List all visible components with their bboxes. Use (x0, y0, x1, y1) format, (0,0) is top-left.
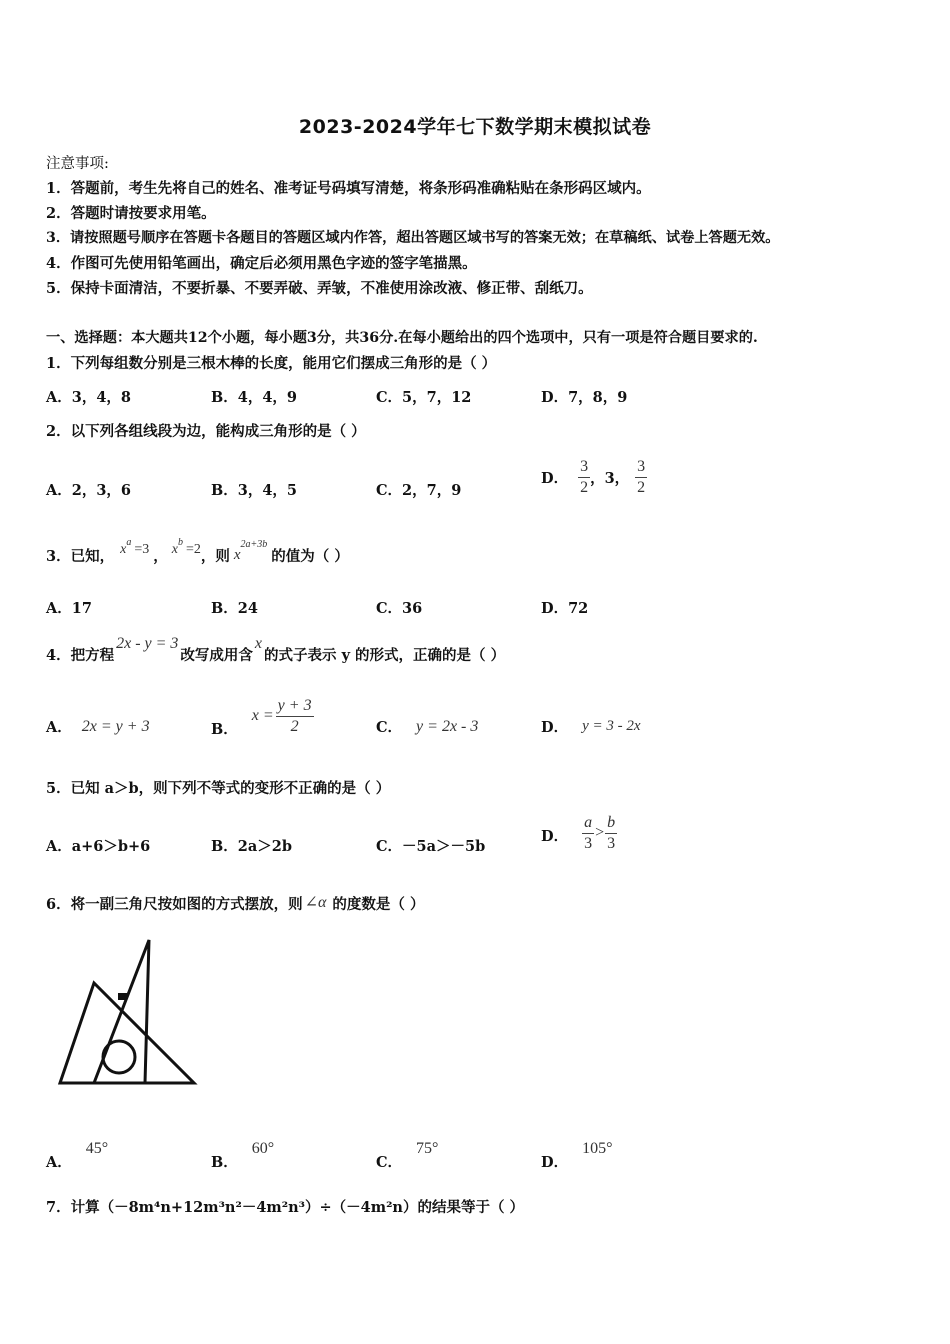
figure-mark (118, 993, 127, 1000)
q3-expr-3: $x^{2a+3b}$ (233, 538, 268, 563)
q3-expr-2: $x^b =2$ (171, 536, 201, 557)
q5-option-c[interactable]: C．－5a＞－5b (376, 838, 486, 855)
q1-stem: 1．下列每组数分别是三根木棒的长度，能用它们摆成三角形的是（ ） (46, 355, 497, 372)
q3-option-a[interactable]: A．17 (46, 600, 92, 617)
q2-option-d[interactable] (541, 452, 647, 502)
q5-option-d[interactable]: D． $\frac{a}{3}$ > $\frac{b}{3}$ (541, 813, 616, 852)
q5-d-fraction-1: $\frac{a}{3}$ (584, 813, 593, 852)
q3-option-b[interactable]: B．24 (211, 600, 258, 617)
q4-stem: 4．把方程 2x - y = 3 改写成用含 x 的式子表示 y 的形式，正确的是（ ） (46, 635, 506, 664)
q4-option-c[interactable]: C． y = 2x - 3 (376, 717, 479, 736)
notice-item-4: 4．作图可先使用铅笔画出，确定后必须用黑色字迹的签字笔描黑。 (46, 255, 477, 272)
q1-option-d[interactable]: D．7，8，9 (541, 389, 628, 406)
q5-stem: 5．已知 a＞b，则下列不等式的变形不正确的是（ ） (46, 780, 391, 797)
page-title: 2023-2024学年七下数学期末模拟试卷 (298, 116, 652, 138)
q7-stem: 7．计算（－8m⁴n+12m³n²－4m²n³）÷（－4m²n）的结果等于（ ） (46, 1199, 525, 1216)
q1-option-a[interactable]: A．3，4，8 (46, 389, 132, 406)
notice-item-1: 1．答题前，考生先将自己的姓名、准考证号码填写清楚，将条形码准确粘贴在条形码区域内。 (46, 180, 651, 197)
notice-item-2: 2．答题时请按要求用笔。 (46, 205, 216, 222)
angle-alpha: ∠α (304, 893, 327, 911)
q4-b-fraction: $\frac{y + 3}{2}$ (277, 696, 312, 735)
set-square-hole (103, 1041, 135, 1073)
q2-option-a[interactable]: A．2，3，6 (46, 482, 132, 499)
q3-expr-1: $x^a =3$ (120, 536, 150, 557)
notice-heading: 注意事项: (46, 156, 109, 172)
q4-option-a[interactable]: A． 2x = y + 3 (46, 717, 150, 736)
q5-d-fraction-2: $\frac{b}{3}$ (607, 813, 616, 852)
q2-d-label: D． (541, 469, 569, 487)
q2-d-fraction-2: $\frac{3}{2}$ (637, 457, 646, 496)
q2-d-fraction-1: $\frac{3}{2}$ (580, 457, 589, 496)
notice-item-5: 5．保持卡面清洁，不要折暴、不要弄破、弄皱，不准使用涂改液、修正带、刮纸刀。 (46, 280, 593, 297)
q3-stem: 3．已知， $x^a =3$ ， $x^b =2$ ，则 $x^{2a+3b}$ 的值为（ ） (46, 536, 349, 565)
q5-option-a[interactable]: A．a+6＞b+6 (46, 838, 151, 855)
q6-stem: 6．将一副三角尺按如图的方式摆放，则 ∠α 的度数是（ ） (46, 893, 425, 913)
q1-option-b[interactable]: B．4，4，9 (211, 389, 298, 406)
q3-option-c[interactable]: C．36 (376, 600, 423, 617)
q6-option-d[interactable]: D． 105° (541, 1140, 613, 1171)
q2-option-c[interactable]: C．2，7，9 (376, 482, 462, 499)
q2-d-middle: ，3， (590, 469, 630, 487)
triangle-rulers-figure (52, 935, 200, 1087)
q6-option-b[interactable]: B． 60° (211, 1140, 275, 1171)
q1-option-c[interactable]: C．5，7，12 (376, 389, 472, 406)
q4-option-b[interactable]: B． x = $\frac{y + 3}{2}$ (211, 696, 312, 738)
q6-option-c[interactable]: C． 75° (376, 1140, 439, 1171)
q4-variable: x (254, 635, 263, 652)
q6-option-a[interactable]: A． 45° (46, 1140, 109, 1171)
q4-equation: 2x - y = 3 (116, 635, 179, 652)
q5-option-b[interactable]: B．2a＞2b (211, 838, 292, 855)
notice-item-3: 3．请按照题号顺序在答题卡各题目的答题区域内作答，超出答题区域书写的答案无效；在草稿纸、试卷上答题无效。 (46, 230, 780, 246)
q4-option-d[interactable]: D． y = 3 - 2x (541, 718, 641, 736)
section-heading: 一、选择题：本大题共12个小题，每小题3分，共36分.在每小题给出的四个选项中，只有一项是符合题目要求的. (46, 330, 758, 346)
q2-stem: 2．以下列各组线段为边，能构成三角形的是（ ） (46, 423, 366, 440)
q3-option-d[interactable]: D．72 (541, 600, 589, 617)
q2-option-b[interactable]: B．3，4，5 (211, 482, 298, 499)
